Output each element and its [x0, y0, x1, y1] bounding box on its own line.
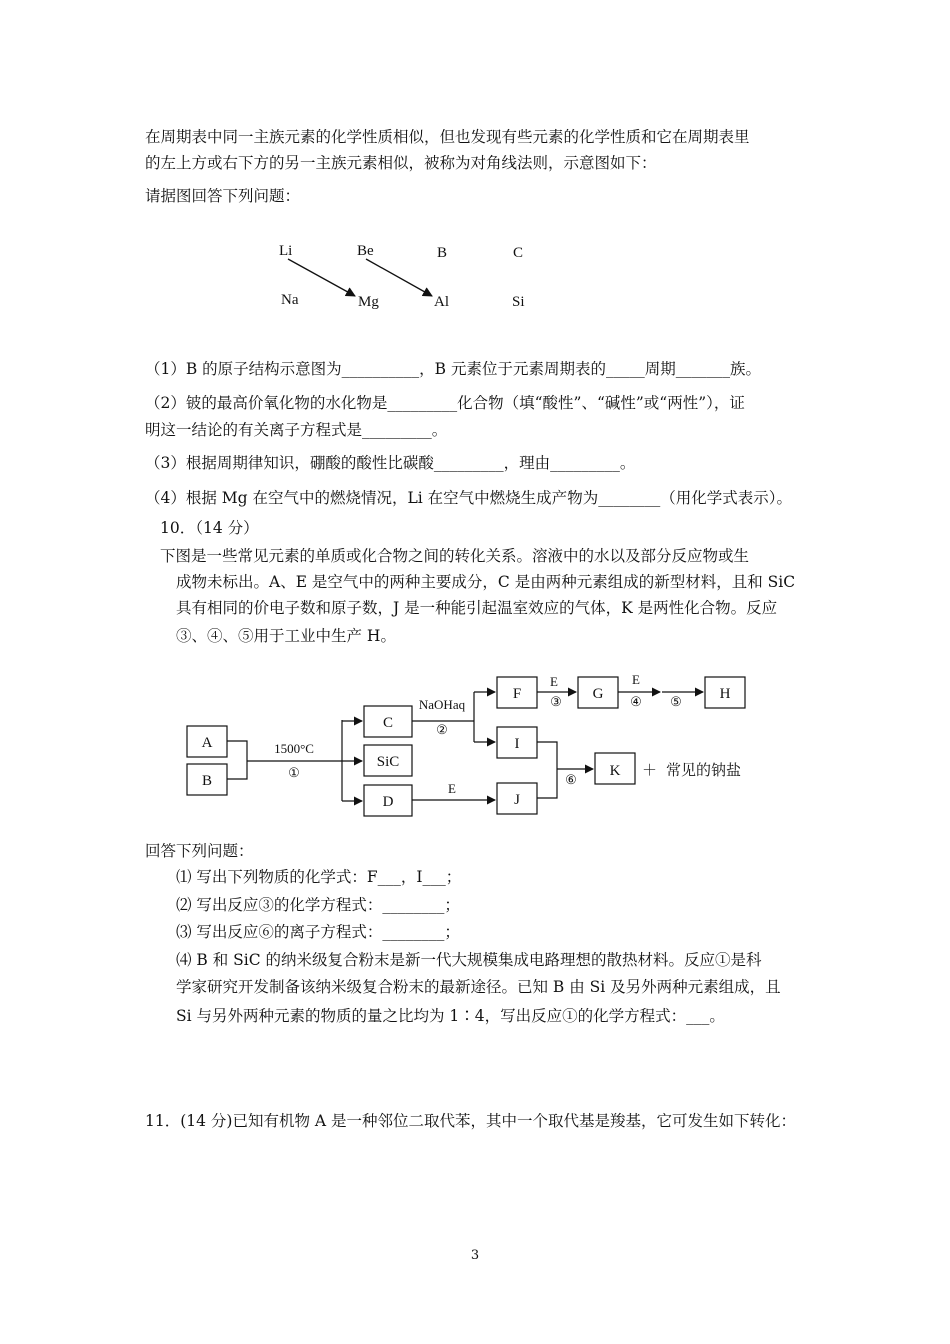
q10-sub-3: ⑶ 写出反应⑥的离子方程式：________；	[176, 923, 460, 941]
q10-text-2: 成物未标出。A、E 是空气中的两种主要成分，C 是由两种元素组成的新型材料，且和 SiC	[176, 573, 796, 591]
box-g-label: G	[592, 686, 604, 702]
reaction-4-label: ④	[630, 694, 642, 709]
q10-text-1: 下图是一些常见元素的单质或化合物之间的转化关系。溶液中的水以及部分反应物或生	[160, 547, 750, 565]
sodium-salt-label: 常见的钠盐	[666, 763, 742, 779]
reaction-2-label: ②	[436, 722, 448, 737]
q9-part-4: （4）根据 Mg 在空气中的燃烧情况，Li 在空气中燃烧生成产物为________（用化学式表示）。	[145, 489, 792, 507]
element-be: Be	[357, 243, 374, 259]
box-a-label: A	[201, 735, 213, 751]
intro-line-1: 在周期表中同一主族元素的化学性质相似，但也发现有些元素的化学性质和它在周期表里	[145, 128, 750, 146]
intro-line-2: 的左上方或右下方的另一主族元素相似，被称为对角线法则，示意图如下：	[145, 154, 657, 172]
box-k-label: K	[609, 763, 621, 779]
box-h-label: H	[719, 686, 731, 702]
q10-text-3: 具有相同的价电子数和原子数，J 是一种能引起温室效应的气体，K 是两性化合物。反应	[176, 599, 778, 617]
box-c-label: C	[382, 715, 394, 731]
q10-sub-4b: 学家研究开发制备该纳米级复合粉末的最新途径。已知 B 由 Si 及另外两种元素组成，且	[176, 978, 781, 996]
q9-part-3: （3）根据周期律知识，硼酸的酸性比碳酸_________，理由_________。	[145, 454, 636, 472]
box-sic-label: SiC	[376, 754, 400, 770]
condition-temperature: 1500°C	[274, 741, 314, 756]
box-i-label: I	[514, 736, 520, 752]
reagent-e-3: E	[550, 674, 558, 689]
q10-sub-4c: Si 与另外两种元素的物质的量之比均为 1∶4，写出反应①的化学方程式：___。	[176, 1007, 725, 1025]
q10-heading: 10．（14 分）	[160, 519, 259, 537]
q11-text: 11．(14 分)已知有机物 A 是一种邻位二取代苯，其中一个取代基是羧基，它可发生如下转化：	[145, 1112, 797, 1130]
naoh-label: NaOHaq	[418, 697, 466, 712]
plus-sign: ＋	[642, 763, 658, 779]
reaction-3-label: ③	[550, 694, 562, 709]
q10-text-4: ③、④、⑤用于工业中生产 H。	[176, 627, 396, 645]
q9-part-2b: 明这一结论的有关离子方程式是_________。	[145, 421, 448, 439]
element-li: Li	[279, 243, 293, 259]
element-al: Al	[434, 294, 449, 310]
q10-sub-1: ⑴ 写出下列物质的化学式：F___，I___；	[176, 868, 462, 886]
intro-line-3: 请据图回答下列问题：	[145, 187, 301, 205]
element-na: Na	[281, 292, 299, 308]
q10-sub-4a: ⑷ B 和 SiC 的纳米级复合粉末是新一代大规模集成电路理想的散热材料。反应①是科	[176, 951, 762, 969]
element-mg: Mg	[358, 294, 379, 310]
q10-ask: 回答下列问题：	[145, 842, 254, 860]
element-c: C	[513, 245, 524, 261]
reaction-6-label: ⑥	[565, 772, 577, 787]
q9-part-2a: （2）铍的最高价氧化物的水化物是_________化合物（填“酸性”、“碱性”或“两性”），证	[145, 394, 745, 412]
box-d-label: D	[382, 794, 394, 810]
box-b-label: B	[201, 773, 213, 789]
ij-bracket	[537, 742, 557, 798]
element-b: B	[437, 245, 448, 261]
page-number: 3	[470, 1248, 480, 1263]
box-f-label: F	[512, 686, 522, 702]
reagent-e-4: E	[632, 672, 640, 687]
box-j-label: J	[514, 792, 520, 808]
reagent-e-dj: E	[448, 781, 456, 796]
q9-part-1: （1）B 的原子结构示意图为__________，B 元素位于元素周期表的_____周期_______族。	[145, 360, 761, 378]
ab-bracket	[227, 741, 247, 779]
reaction-1-label: ①	[288, 765, 300, 780]
reaction-5-label: ⑤	[670, 694, 682, 709]
element-si: Si	[512, 294, 525, 310]
q10-sub-2: ⑵ 写出反应③的化学方程式：________；	[176, 896, 460, 914]
